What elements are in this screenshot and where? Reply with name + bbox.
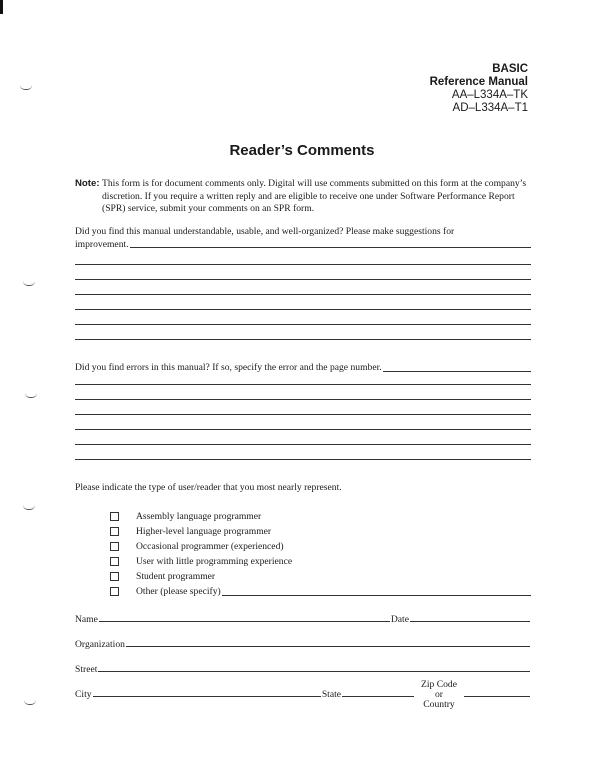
state-label: State [321, 689, 342, 700]
note-label: Note: [75, 178, 100, 189]
date-label: Date [390, 614, 409, 625]
zip-country-field[interactable] [464, 696, 530, 697]
checkbox[interactable] [110, 557, 119, 566]
hole-punch-mark [23, 281, 35, 286]
zip-label-line: Zip Code [421, 679, 457, 690]
answer-line[interactable] [75, 279, 531, 280]
manual-title: Reference Manual [429, 76, 528, 88]
question-text: Did you find errors in this manual? If so, specify the error and the page number. [75, 362, 382, 373]
option-higher-level[interactable] [110, 524, 531, 539]
name-date-row [75, 614, 531, 625]
answer-line[interactable] [75, 414, 531, 415]
question-usability [75, 226, 531, 251]
organization-field[interactable] [126, 646, 530, 647]
note-text: This form is for document comments only. Digital will use comments submitted on this form at the company’s discretion. If you require a written reply and are eligible to receive one under Software Performance Report (SPR) service, submit your comments on an SPR form. [102, 178, 527, 214]
option-student[interactable] [110, 569, 531, 584]
option-label: Assembly language programmer [136, 511, 262, 522]
option-label: User with little programming experience [136, 556, 293, 567]
date-field[interactable] [410, 621, 530, 622]
answer-line[interactable] [75, 324, 531, 325]
city-state-zip-row [75, 680, 531, 710]
option-little-experience[interactable] [110, 554, 531, 569]
option-other[interactable] [110, 584, 531, 599]
answer-line[interactable] [75, 309, 531, 310]
question-user-type: Please indicate the type of user/reader that you most nearly represent. [75, 482, 342, 493]
answer-line[interactable] [75, 264, 531, 265]
user-type-options [110, 509, 531, 599]
city-field[interactable] [93, 696, 321, 697]
street-label: Street [75, 664, 98, 675]
state-field[interactable] [342, 696, 414, 697]
answer-line[interactable] [75, 294, 531, 295]
checkbox[interactable] [110, 572, 119, 581]
hole-punch-mark [20, 85, 32, 90]
answer-line[interactable] [75, 459, 531, 460]
question-errors [75, 362, 531, 375]
option-occasional[interactable] [110, 539, 531, 554]
document-header [430, 63, 528, 115]
answer-line[interactable] [383, 371, 531, 372]
question-text: improvement. [75, 238, 129, 250]
city-label: City [75, 689, 92, 700]
answer-line[interactable] [75, 339, 531, 340]
other-specify-line[interactable] [222, 595, 531, 596]
hole-punch-mark [25, 393, 37, 398]
answer-line[interactable] [75, 399, 531, 400]
option-label: Student programmer [136, 571, 216, 582]
answer-line[interactable] [75, 429, 531, 430]
zip-label-line: or [435, 689, 443, 700]
street-row [75, 664, 531, 675]
checkbox[interactable] [110, 527, 119, 536]
page-title: Reader’s Comments [229, 142, 375, 159]
street-field[interactable] [98, 671, 530, 672]
note-block [75, 178, 535, 216]
scan-edge-mark [0, 0, 3, 14]
organization-label: Organization [75, 639, 125, 650]
order-number: AD–L334A–T1 [452, 102, 528, 114]
zip-country-label [421, 680, 457, 710]
option-label: Other (please specify) [136, 586, 221, 597]
hole-punch-mark [23, 505, 35, 510]
product-name: BASIC [492, 63, 528, 75]
answer-line[interactable] [130, 247, 531, 248]
checkbox[interactable] [110, 512, 119, 521]
checkbox[interactable] [110, 587, 119, 596]
name-label: Name [75, 614, 98, 625]
hole-punch-mark [24, 700, 36, 705]
answer-line[interactable] [75, 384, 531, 385]
checkbox[interactable] [110, 542, 119, 551]
zip-label-line: Country [423, 699, 455, 710]
order-number: AA–L334A–TK [451, 89, 528, 101]
organization-row [75, 639, 531, 650]
option-label: Higher-level language programmer [136, 526, 272, 537]
option-label: Occasional programmer (experienced) [136, 541, 284, 552]
question-text: Did you find this manual understandable, usable, and well-organized? Please make suggestions for [75, 226, 455, 237]
answer-line[interactable] [75, 444, 531, 445]
name-field[interactable] [99, 621, 390, 622]
option-assembly[interactable] [110, 509, 531, 524]
